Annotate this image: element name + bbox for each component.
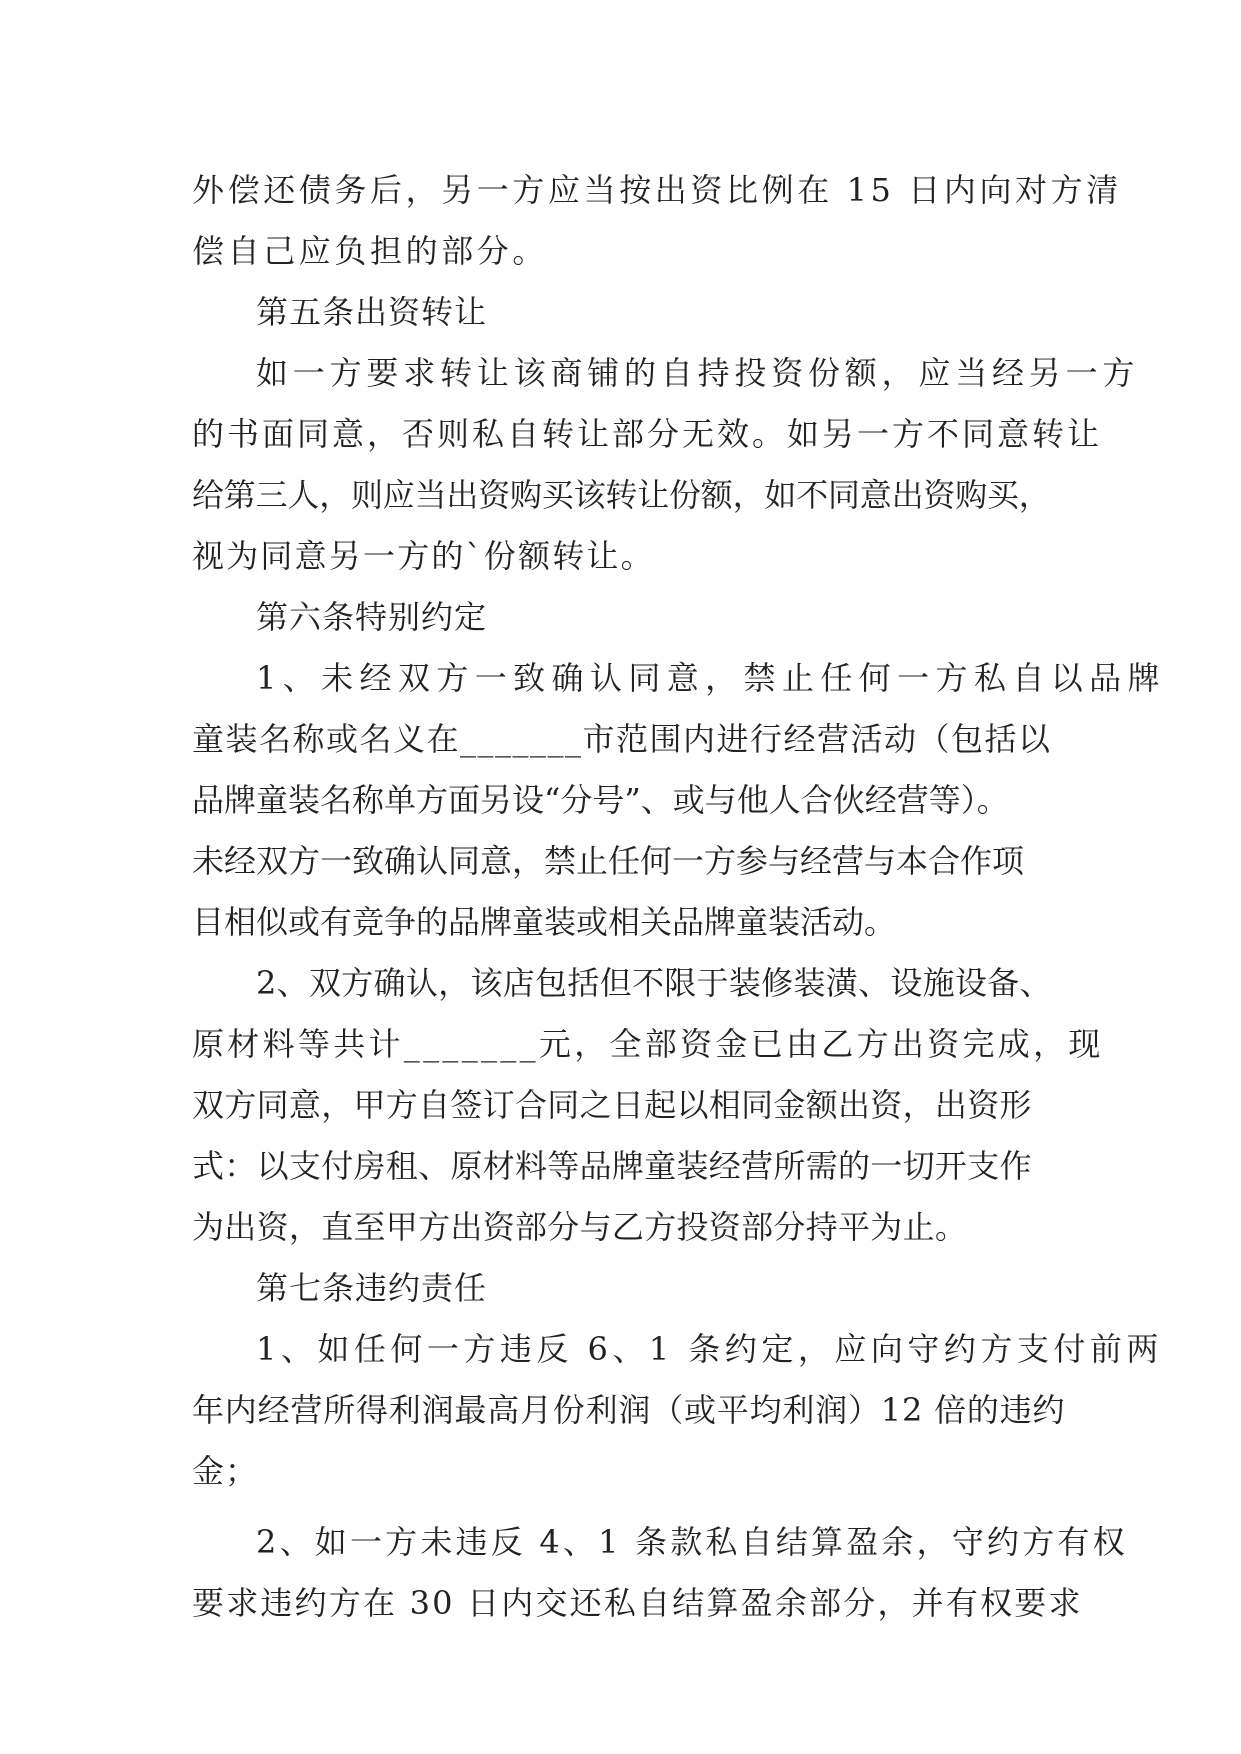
text-line: 2、双方确认，该店包括但不限于装修装潢、设施设备、 <box>256 964 1052 1002</box>
text-line: 要求违约方在 30 日内交还私自结算盈余部分，并有权要求 <box>192 1584 1083 1622</box>
text-line: 如一方要求转让该商铺的自持投资份额，应当经另一方 <box>256 354 1140 392</box>
text-line: 1、未经双方一致确认同意，禁止任何一方私自以品牌 <box>256 659 1166 697</box>
text-line: 视为同意另一方的`份额转让。 <box>192 537 655 575</box>
section-heading-5: 第五条出资转让 <box>256 293 488 331</box>
text-line: 式：以支付房租、原材料等品牌童装经营所需的一切开支作 <box>192 1147 1032 1185</box>
text-line: 原材料等共计_______元，全部资金已由乙方出资完成，现 <box>192 1025 1104 1063</box>
text-line: 金； <box>192 1452 259 1490</box>
text-line: 偿自己应负担的部分。 <box>192 232 549 270</box>
text-line: 品牌童装名称单方面另设“分号”、或与他人合伙经营等）。 <box>192 781 1009 819</box>
text-line: 外偿还债务后，另一方应当按出资比例在 15 日内向对方清 <box>192 171 1122 209</box>
text-line: 童装名称或名义在_______市范围内进行经营活动（包括以 <box>192 720 1052 758</box>
section-heading-6: 第六条特别约定 <box>256 598 488 636</box>
text-line: 2、如一方未违反 4、1 条款私自结算盈余，守约方有权 <box>256 1523 1128 1561</box>
text-line: 为出资，直至甲方出资部分与乙方投资部分持平为止。 <box>192 1208 968 1246</box>
text-line: 的书面同意，否则私自转让部分无效。如另一方不同意转让 <box>192 415 1103 453</box>
section-heading-7: 第七条违约责任 <box>256 1269 488 1307</box>
text-line: 年内经营所得利润最高月份利润（或平均利润）12 倍的违约 <box>192 1391 1066 1429</box>
text-line: 目相似或有竞争的品牌童装或相关品牌童装活动。 <box>192 903 897 941</box>
text-line: 未经双方一致确认同意，禁止任何一方参与经营与本合作项 <box>192 842 1025 880</box>
text-line: 1、如任何一方违反 6、1 条约定，应向守约方支付前两 <box>256 1330 1163 1368</box>
text-line: 双方同意，甲方自签订合同之日起以相同金额出资，出资形 <box>192 1086 1032 1124</box>
text-line: 给第三人，则应当出资购买该转让份额，如不同意出资购买， <box>192 476 1051 514</box>
